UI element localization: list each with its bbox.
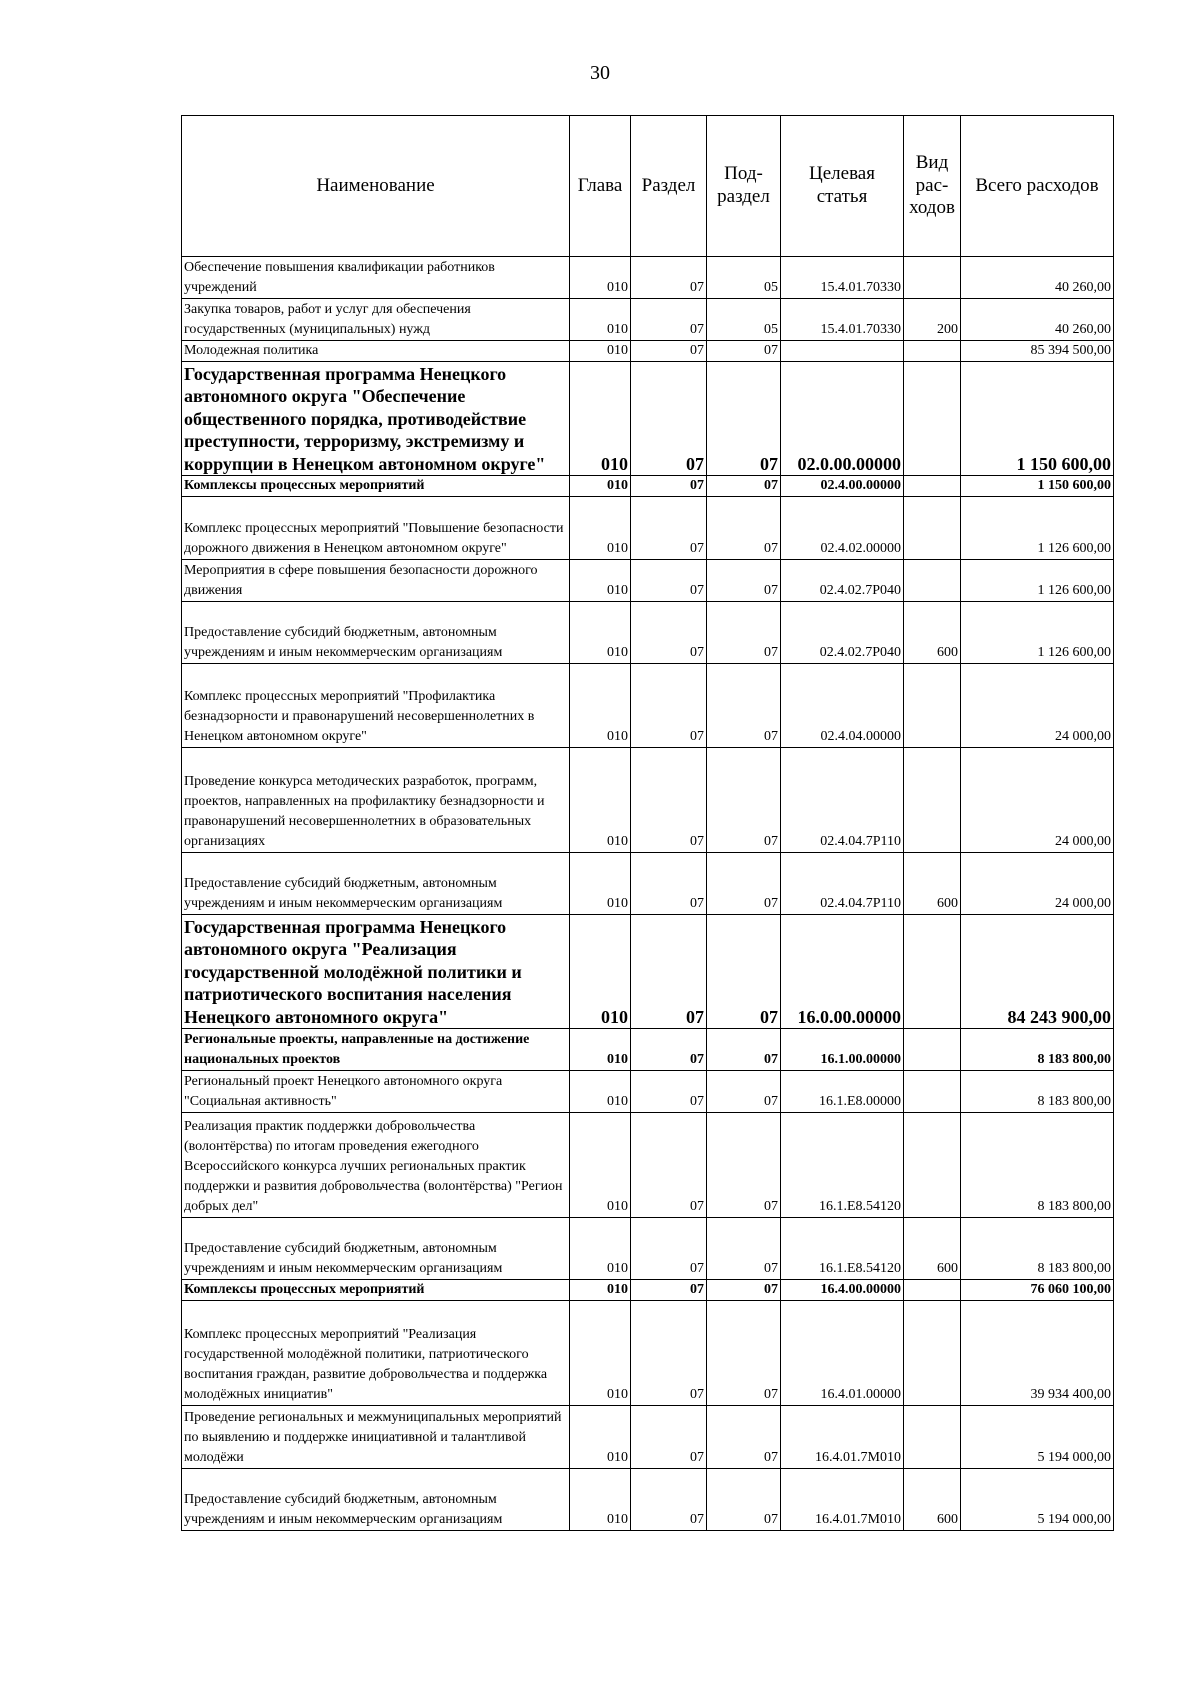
row-glava: 010	[570, 1218, 631, 1280]
row-glava: 010	[570, 299, 631, 341]
row-vid	[904, 748, 961, 853]
row-podrazdel: 07	[707, 1113, 781, 1218]
row-name: Молодежная политика	[182, 341, 570, 362]
row-glava: 010	[570, 915, 631, 1029]
table-row	[182, 476, 1114, 497]
row-name: Предоставление субсидий бюджетным, автономным учреждениям и иным некоммерческим организациям	[182, 853, 570, 915]
row-vid: 600	[904, 1218, 961, 1280]
row-vid: 200	[904, 299, 961, 341]
row-razdel: 07	[631, 362, 707, 476]
header-total: Всего расходов	[961, 116, 1114, 257]
row-razdel: 07	[631, 341, 707, 362]
row-statya: 02.0.00.00000	[781, 362, 904, 476]
row-vid	[904, 1113, 961, 1218]
row-vid	[904, 1280, 961, 1301]
row-total: 24 000,00	[961, 748, 1114, 853]
row-glava: 010	[570, 362, 631, 476]
row-name: Предоставление субсидий бюджетным, автономным учреждениям и иным некоммерческим организациям	[182, 602, 570, 664]
table-row	[182, 1218, 1114, 1280]
table-row	[182, 602, 1114, 664]
row-name: Региональные проекты, направленные на достижение национальных проектов	[182, 1029, 570, 1071]
row-podrazdel: 05	[707, 257, 781, 299]
row-glava: 010	[570, 1029, 631, 1071]
row-total: 8 183 800,00	[961, 1113, 1114, 1218]
row-podrazdel: 07	[707, 1301, 781, 1406]
row-statya: 16.4.01.7М010	[781, 1469, 904, 1531]
row-vid	[904, 560, 961, 602]
table-row	[182, 915, 1114, 1029]
table-row	[182, 853, 1114, 915]
table-header-row	[182, 116, 1114, 257]
row-podrazdel: 07	[707, 1218, 781, 1280]
row-glava: 010	[570, 1113, 631, 1218]
budget-table	[181, 115, 1114, 1531]
row-name: Комплекс процессных мероприятий "Повышение безопасности дорожного движения в Ненецком автономном округе"	[182, 497, 570, 560]
table-row	[182, 362, 1114, 476]
row-razdel: 07	[631, 1406, 707, 1469]
row-vid	[904, 362, 961, 476]
row-total: 84 243 900,00	[961, 915, 1114, 1029]
row-glava: 010	[570, 748, 631, 853]
row-vid	[904, 257, 961, 299]
row-statya	[781, 341, 904, 362]
row-podrazdel: 05	[707, 299, 781, 341]
row-statya: 15.4.01.70330	[781, 299, 904, 341]
row-name: Комплекс процессных мероприятий "Профилактика безнадзорности и правонарушений несовершеннолетних в Ненецком автономном округе"	[182, 664, 570, 748]
row-statya: 16.1.Е8.54120	[781, 1218, 904, 1280]
row-vid	[904, 915, 961, 1029]
header-vid: Вид рас- ходов	[904, 116, 961, 257]
table-row	[182, 1113, 1114, 1218]
row-name: Комплексы процессных мероприятий	[182, 1280, 570, 1301]
row-razdel: 07	[631, 1301, 707, 1406]
row-glava: 010	[570, 476, 631, 497]
header-glava: Глава	[570, 116, 631, 257]
row-vid	[904, 1071, 961, 1113]
row-total: 5 194 000,00	[961, 1406, 1114, 1469]
row-podrazdel: 07	[707, 497, 781, 560]
row-glava: 010	[570, 257, 631, 299]
table-row	[182, 341, 1114, 362]
row-statya: 16.0.00.00000	[781, 915, 904, 1029]
row-statya: 15.4.01.70330	[781, 257, 904, 299]
row-razdel: 07	[631, 1029, 707, 1071]
row-name: Проведение региональных и межмуниципальных мероприятий по выявлению и поддержке инициативной и талантливой молодёжи	[182, 1406, 570, 1469]
row-vid	[904, 1406, 961, 1469]
row-total: 5 194 000,00	[961, 1469, 1114, 1531]
table-row	[182, 1301, 1114, 1406]
row-glava: 010	[570, 341, 631, 362]
row-total: 76 060 100,00	[961, 1280, 1114, 1301]
row-podrazdel: 07	[707, 915, 781, 1029]
row-podrazdel: 07	[707, 1406, 781, 1469]
row-name: Государственная программа Ненецкого автономного округа "Реализация государственной молодёжной политики и патриотического воспитания населения Ненецкого автономного округа"	[182, 915, 570, 1029]
row-glava: 010	[570, 853, 631, 915]
row-razdel: 07	[631, 602, 707, 664]
row-podrazdel: 07	[707, 362, 781, 476]
row-podrazdel: 07	[707, 748, 781, 853]
row-statya: 02.4.02.7Р040	[781, 560, 904, 602]
row-total: 24 000,00	[961, 664, 1114, 748]
row-podrazdel: 07	[707, 1029, 781, 1071]
row-razdel: 07	[631, 476, 707, 497]
row-name: Комплекс процессных мероприятий "Реализация государственной молодёжной политики, патриотического воспитания граждан, развитие добровольчества и поддержка молодёжных инициатив"	[182, 1301, 570, 1406]
row-vid	[904, 1301, 961, 1406]
header-razdel: Раздел	[631, 116, 707, 257]
row-total: 39 934 400,00	[961, 1301, 1114, 1406]
row-statya: 16.1.Е8.54120	[781, 1113, 904, 1218]
row-statya: 16.4.01.00000	[781, 1301, 904, 1406]
row-statya: 16.4.00.00000	[781, 1280, 904, 1301]
row-vid	[904, 497, 961, 560]
row-name: Предоставление субсидий бюджетным, автономным учреждениям и иным некоммерческим организациям	[182, 1218, 570, 1280]
row-razdel: 07	[631, 748, 707, 853]
row-podrazdel: 07	[707, 853, 781, 915]
row-razdel: 07	[631, 1469, 707, 1531]
row-total: 8 183 800,00	[961, 1218, 1114, 1280]
row-podrazdel: 07	[707, 1469, 781, 1531]
row-vid	[904, 664, 961, 748]
row-name: Государственная программа Ненецкого автономного округа "Обеспечение общественного порядка, противодействие преступности, терроризму, экстремизму и коррупции в Ненецком автономном округе"	[182, 362, 570, 476]
table-row	[182, 1406, 1114, 1469]
row-statya: 16.4.01.7М010	[781, 1406, 904, 1469]
table-row	[182, 1469, 1114, 1531]
row-total: 40 260,00	[961, 257, 1114, 299]
row-razdel: 07	[631, 1280, 707, 1301]
row-vid	[904, 1029, 961, 1071]
row-total: 1 126 600,00	[961, 602, 1114, 664]
row-glava: 010	[570, 1469, 631, 1531]
table-row	[182, 664, 1114, 748]
row-vid	[904, 476, 961, 497]
row-total: 1 150 600,00	[961, 476, 1114, 497]
row-name: Комплексы процессных мероприятий	[182, 476, 570, 497]
row-total: 85 394 500,00	[961, 341, 1114, 362]
table-row	[182, 1280, 1114, 1301]
table-row	[182, 1029, 1114, 1071]
row-total: 8 183 800,00	[961, 1071, 1114, 1113]
row-razdel: 07	[631, 1071, 707, 1113]
row-statya: 02.4.04.00000	[781, 664, 904, 748]
row-total: 24 000,00	[961, 853, 1114, 915]
header-podrazdel: Под- раздел	[707, 116, 781, 257]
row-razdel: 07	[631, 257, 707, 299]
row-razdel: 07	[631, 853, 707, 915]
row-total: 1 126 600,00	[961, 560, 1114, 602]
row-total: 1 150 600,00	[961, 362, 1114, 476]
row-podrazdel: 07	[707, 341, 781, 362]
row-total: 1 126 600,00	[961, 497, 1114, 560]
row-name: Предоставление субсидий бюджетным, автономным учреждениям и иным некоммерческим организациям	[182, 1469, 570, 1531]
row-name: Мероприятия в сфере повышения безопасности дорожного движения	[182, 560, 570, 602]
row-vid: 600	[904, 602, 961, 664]
table-row	[182, 497, 1114, 560]
row-name: Проведение конкурса методических разработок, программ, проектов, направленных на профилактику безнадзорности и правонарушений несовершеннолетних в образовательных организациях	[182, 748, 570, 853]
row-statya: 02.4.00.00000	[781, 476, 904, 497]
row-statya: 02.4.04.7Р110	[781, 748, 904, 853]
row-razdel: 07	[631, 560, 707, 602]
row-name: Реализация практик поддержки добровольчества (волонтёрства) по итогам проведения ежегодного Всероссийского конкурса лучших региональных практик поддержки и развития добровольчества (волонтёрства) "Регион добрых дел"	[182, 1113, 570, 1218]
header-statya: Целевая статья	[781, 116, 904, 257]
page-number: 30	[590, 62, 610, 84]
row-name: Обеспечение повышения квалификации работников учреждений	[182, 257, 570, 299]
row-podrazdel: 07	[707, 1071, 781, 1113]
row-statya: 16.1.Е8.00000	[781, 1071, 904, 1113]
row-razdel: 07	[631, 299, 707, 341]
row-razdel: 07	[631, 915, 707, 1029]
row-glava: 010	[570, 602, 631, 664]
table-row	[182, 299, 1114, 341]
row-glava: 010	[570, 560, 631, 602]
row-statya: 02.4.02.00000	[781, 497, 904, 560]
row-glava: 010	[570, 1071, 631, 1113]
row-glava: 010	[570, 497, 631, 560]
row-statya: 02.4.04.7Р110	[781, 853, 904, 915]
row-glava: 010	[570, 1406, 631, 1469]
row-vid	[904, 341, 961, 362]
table-row	[182, 257, 1114, 299]
table-row	[182, 560, 1114, 602]
row-vid: 600	[904, 1469, 961, 1531]
row-glava: 010	[570, 1301, 631, 1406]
row-razdel: 07	[631, 1218, 707, 1280]
row-glava: 010	[570, 1280, 631, 1301]
row-glava: 010	[570, 664, 631, 748]
table-row	[182, 748, 1114, 853]
row-name: Региональный проект Ненецкого автономного округа "Социальная активность"	[182, 1071, 570, 1113]
row-razdel: 07	[631, 1113, 707, 1218]
row-statya: 16.1.00.00000	[781, 1029, 904, 1071]
row-podrazdel: 07	[707, 560, 781, 602]
row-razdel: 07	[631, 664, 707, 748]
row-total: 40 260,00	[961, 299, 1114, 341]
row-razdel: 07	[631, 497, 707, 560]
row-vid: 600	[904, 853, 961, 915]
row-podrazdel: 07	[707, 664, 781, 748]
row-statya: 02.4.02.7Р040	[781, 602, 904, 664]
row-podrazdel: 07	[707, 1280, 781, 1301]
row-podrazdel: 07	[707, 476, 781, 497]
row-name: Закупка товаров, работ и услуг для обеспечения государственных (муниципальных) нужд	[182, 299, 570, 341]
row-total: 8 183 800,00	[961, 1029, 1114, 1071]
table-row	[182, 1071, 1114, 1113]
header-name: Наименование	[182, 116, 570, 257]
row-podrazdel: 07	[707, 602, 781, 664]
